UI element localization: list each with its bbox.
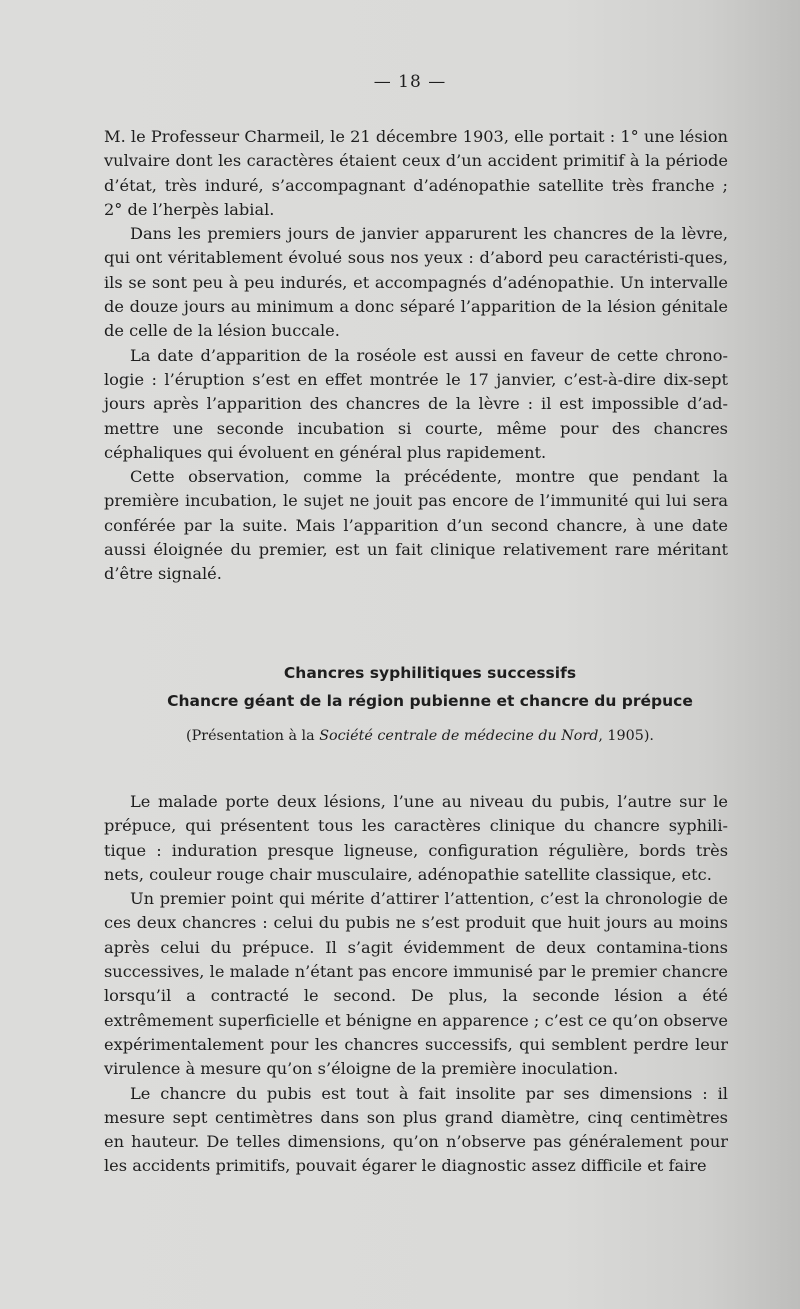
paragraph: Dans les premiers jours de janvier apparurent les chancres de la lèvre, qui ont véritablement évolué sous nos yeux : d’abord peu caractéristi-ques, ils se sont peu à peu indurés, et accompagnés d’adénopathie. Un intervalle de douze jours au minimum a donc séparé l’apparition de la lésion génitale de celle de la lésion buccale. <box>104 224 728 341</box>
text-section-case <box>104 790 728 1179</box>
presentation-prefix: (Présentation à la <box>186 728 320 744</box>
presentation-note <box>100 728 740 744</box>
presentation-suffix: , 1905). <box>598 728 654 744</box>
text-section-observation <box>104 125 728 587</box>
society-name: Société centrale de médecine du Nord <box>319 728 599 744</box>
article-title: Chancres syphilitiques successifs <box>283 664 577 682</box>
article-subtitle: Chancre géant de la région pubienne et chancre du prépuce <box>167 692 693 710</box>
paragraph: Le chancre du pubis est tout à fait insolite par ses dimensions : il mesure sept centimètres dans son plus grand diamètre, cinq centimètres en hauteur. De telles dimensions, qu’on n’observe pas généralement pour les accidents primitifs, pouvait égarer le diagnostic assez difficile et faire <box>104 1083 728 1176</box>
paragraph: La date d’apparition de la roséole est aussi en faveur de cette chrono-logie : l’éruption s’est en effet montrée le 17 janvier, c’est-à-dire dix-sept jours après l’apparition des chancres de la lèvre : il est impossible d’ad-mettre une seconde incubation si courte, même pour des chancres céphaliques qui évoluent en général plus rapidement. <box>104 345 728 462</box>
paragraph: Cette observation, comme la précédente, montre que pendant la première incubation, le sujet ne jouit pas encore de l’immunité qui lui sera conférée par la suite. Mais l’apparition d’un second chancre, à une date aussi éloignée du premier, est un fait clinique relativement rare méritant d’être signalé. <box>104 467 728 584</box>
paragraph: Le malade porte deux lésions, l’une au niveau du pubis, l’autre sur le prépuce, qui présentent tous les caractères clinique du chancre syphili-tique : induration presque ligneuse, configuration régulière, bords très nets, couleur rouge chair musculaire, adénopathie satellite classique, etc. <box>104 792 728 884</box>
page-number: — 18 — <box>373 72 447 92</box>
paragraph: Un premier point qui mérite d’attirer l’attention, c’est la chronologie de ces deux chancres : celui du pubis ne s’est produit que huit jours au moins après celui du prépuce. Il s’agit évidemment de deux contamina-tions successives, le malade n’étant pas encore immunisé par le premier chancre lorsqu’il a contracté le second. De plus, la seconde lésion a été extrêmement superficielle et bénigne en apparence ; c’est ce qu’on observe expérimentalement pour les chancres successifs, qui semblent perdre leur virulence à mesure qu’on s’éloigne de la première inoculation. <box>104 889 728 1079</box>
paragraph: M. le Professeur Charmeil, le 21 décembre 1903, elle portait : 1° une lésion vulvaire dont les caractères étaient ceux d’un accident primitif à la période d’état, très induré, s’accompagnant d’adénopathie satellite très franche ; 2° de l’herpès labial. <box>104 127 728 219</box>
